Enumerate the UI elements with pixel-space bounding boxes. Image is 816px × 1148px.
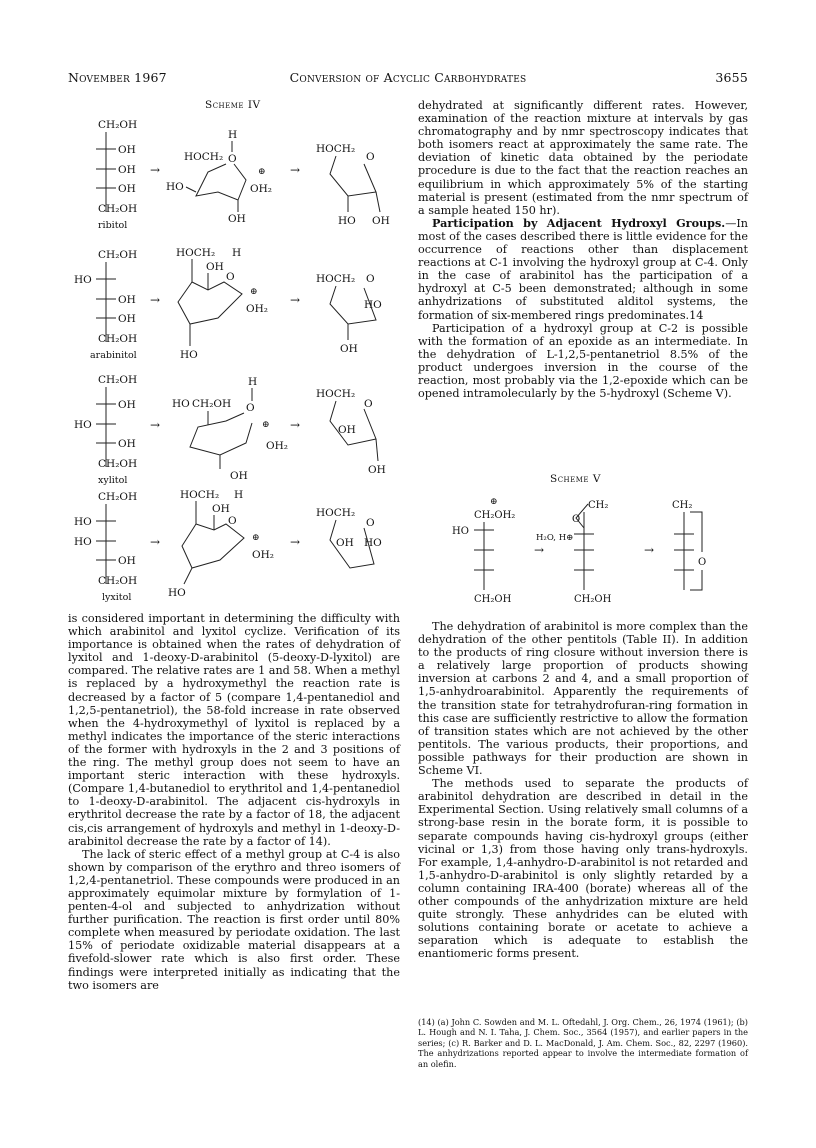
right-paragraph-3: Participation of a hydroxyl group at C-2 is possible with the formation of an epoxide as an intermediate. In the dehydration of L-1,2,5-pentanetriol 8.5% of the product undergoes inversion in the course of the reaction, most probably via the 1,2-epoxide which can be opened intramolecularly by the 5-hydroxyl (Scheme V). <box>418 321 748 401</box>
svg-text:→: → <box>150 418 161 432</box>
svg-text:H₂O, H⊕: H₂O, H⊕ <box>536 533 574 543</box>
svg-text:OH: OH <box>340 343 358 355</box>
lyxitol-label: lyxitol <box>102 592 132 603</box>
right-paragraph-1: dehydrated at significantly different rates. However, examination of the reaction mixture at intervals by gas chromatography and by nmr spectroscopy indicates that both isomers react at approximately the same rate. The deviation of kinetic data obtained by the periodate procedure is due to the fact that the reaction reaches an equilibrium in which approximately 5% of the starting material is present (estimated from the nmr spectrum of a sample heated 150 hr). <box>418 99 748 217</box>
svg-text:CH₂OH: CH₂OH <box>98 374 138 386</box>
svg-text:OH: OH <box>336 537 354 549</box>
svg-text:HO: HO <box>166 181 184 193</box>
svg-text:OH₂: OH₂ <box>250 183 272 195</box>
svg-text:CH₂OH₂: CH₂OH₂ <box>474 510 516 521</box>
svg-text:O: O <box>364 398 373 410</box>
svg-text:O: O <box>246 402 255 414</box>
svg-text:CH₂OH: CH₂OH <box>574 594 612 605</box>
svg-text:HOCH₂: HOCH₂ <box>316 388 356 400</box>
svg-text:HOCH₂: HOCH₂ <box>184 151 224 163</box>
svg-text:HO: HO <box>168 587 186 599</box>
ribitol-row <box>96 119 390 231</box>
svg-text:H: H <box>232 247 242 259</box>
ribitol-bottom-ch2oh: CH₂OH <box>98 203 138 215</box>
left-column-text <box>68 612 400 992</box>
svg-text:HO: HO <box>74 419 92 431</box>
svg-text:→: → <box>290 293 301 307</box>
header-title: Conversion of Acyclic Carbohydrates <box>289 70 527 85</box>
svg-text:CH₂OH: CH₂OH <box>98 575 138 587</box>
svg-text:H: H <box>228 129 238 141</box>
scheme-v-figure <box>440 490 740 610</box>
svg-text:→: → <box>534 543 545 557</box>
svg-text:O: O <box>698 557 707 568</box>
svg-text:⊕: ⊕ <box>250 287 258 297</box>
svg-text:HOCH₂: HOCH₂ <box>316 507 356 519</box>
svg-text:HO: HO <box>172 398 190 410</box>
right-paragraph-2 <box>418 217 748 322</box>
svg-text:OH: OH <box>212 503 230 515</box>
svg-text:⊕: ⊕ <box>252 533 260 543</box>
svg-text:⊕: ⊕ <box>262 420 270 430</box>
svg-text:⊕: ⊕ <box>258 167 266 177</box>
scheme-iv-title: Scheme IV <box>205 99 261 111</box>
svg-text:HO: HO <box>364 537 382 549</box>
scheme-iv-figure <box>68 112 408 612</box>
section-body: —In most of the cases described there is little evidence for the occurrence of reactions other than displacement reactions at C-1 involving the hydroxyl group at C-4. Only in the case of arabinitol has the participation of a hydroxyl at C-5 been demonstrated; although in some anhydrizations of substituted alditol systems, the formation of six-membered rings predominates.14 <box>418 216 748 322</box>
ribitol-c4-oh: OH <box>118 183 136 195</box>
section-heading: Participation by Adjacent Hydroxyl Groups. <box>432 215 726 230</box>
svg-text:OH₂: OH₂ <box>266 440 288 452</box>
svg-text:HO: HO <box>180 349 198 361</box>
svg-text:CH₂OH: CH₂OH <box>98 458 138 470</box>
svg-text:→: → <box>150 535 161 549</box>
lyxitol-row <box>74 489 382 603</box>
right-column-top-text <box>418 99 748 400</box>
svg-text:CH₂OH: CH₂OH <box>98 491 138 503</box>
svg-text:CH₂: CH₂ <box>672 500 693 511</box>
svg-text:HO: HO <box>74 516 92 528</box>
header-page-number: 3655 <box>715 70 748 85</box>
svg-text:OH₂: OH₂ <box>246 303 268 315</box>
ribitol-c2-oh: OH <box>118 144 136 156</box>
svg-text:OH: OH <box>118 438 136 450</box>
svg-text:OH: OH <box>118 294 136 306</box>
svg-text:HOCH₂: HOCH₂ <box>176 247 216 259</box>
svg-text:O: O <box>228 153 237 165</box>
xylitol-row <box>74 374 386 486</box>
svg-text:HOCH₂: HOCH₂ <box>316 143 356 155</box>
svg-text:CH₂OH: CH₂OH <box>474 594 512 605</box>
svg-text:OH: OH <box>118 313 136 325</box>
svg-text:OH: OH <box>206 261 224 273</box>
left-paragraph-2: The lack of steric effect of a methyl group at C-4 is also shown by comparison of the erythro and threo isomers of 1,2,4-pentanetriol. These compounds were produced in an approximately equimolar mixture by formylation of 1-penten-4-ol and subjected to anhydrization without further purification. The reaction is first order until 80% complete when measured by periodate oxidation. The last 15% of periodate oxidizable material disappears at a fivefold-slower rate which is also first order. These findings were interpreted initially as indicating that the two isomers are <box>68 847 400 992</box>
xylitol-label: xylitol <box>98 475 128 486</box>
arrow-1b: → <box>290 163 301 177</box>
svg-text:→: → <box>150 293 161 307</box>
svg-text:OH: OH <box>228 213 246 225</box>
svg-text:OH: OH <box>368 464 386 476</box>
svg-text:OH: OH <box>230 470 248 482</box>
svg-text:HO: HO <box>74 274 92 286</box>
svg-text:O: O <box>226 271 235 283</box>
right-column-bottom-text <box>418 620 748 960</box>
svg-text:→: → <box>644 543 655 557</box>
arabinitol-label: arabinitol <box>90 350 137 361</box>
svg-text:→: → <box>290 418 301 432</box>
svg-text:HO: HO <box>338 215 356 227</box>
svg-text:O: O <box>366 517 375 529</box>
svg-text:CH₂OH: CH₂OH <box>192 398 232 410</box>
svg-text:HO: HO <box>452 526 469 537</box>
svg-text:HO: HO <box>364 299 382 311</box>
svg-text:OH₂: OH₂ <box>252 549 274 561</box>
svg-text:O: O <box>366 273 375 285</box>
svg-text:OH: OH <box>118 399 136 411</box>
right-paragraph-5: The methods used to separate the products of arabinitol dehydration are described in detail in the Experimental Section. Using relatively small columns of a strong-base resin in the borate form, it is possible to separate compounds having cis-hydroxyl groups (either vicinal or 1,3) from those having only trans-hydroxyls. For example, 1,4-anhydro-D-arabinitol is not retarded and 1,5-anhydro-D-arabinitol is only slightly retarded by a column containing IRA-400 (borate) whereas all of the other compounds of the anhydrization mixture are held quite strongly. These anhydrides can be eluted with solutions containing borate or acetate to achieve a separation which is adequate to establish the enantiomeric forms present. <box>418 777 748 961</box>
ribitol-c3-oh: OH <box>118 164 136 176</box>
svg-text:CH₂OH: CH₂OH <box>98 249 138 261</box>
svg-text:OH: OH <box>118 555 136 567</box>
svg-text:→: → <box>290 535 301 549</box>
svg-text:OH: OH <box>338 424 356 436</box>
ribitol-label: ribitol <box>98 220 128 231</box>
svg-text:HOCH₂: HOCH₂ <box>180 489 220 501</box>
header-date: November 1967 <box>68 70 167 85</box>
svg-text:HO: HO <box>74 536 92 548</box>
svg-text:H: H <box>248 376 258 388</box>
svg-text:O: O <box>228 515 237 527</box>
ribitol-top-ch2oh: CH₂OH <box>98 119 138 131</box>
svg-text:OH: OH <box>372 215 390 227</box>
svg-text:CH₂OH: CH₂OH <box>98 333 138 345</box>
svg-text:⊕: ⊕ <box>490 497 498 507</box>
svg-text:O: O <box>572 514 581 525</box>
scheme-v-title: Scheme V <box>550 473 601 485</box>
svg-text:CH₂: CH₂ <box>588 500 609 511</box>
svg-text:O: O <box>366 151 375 163</box>
right-paragraph-4: The dehydration of arabinitol is more complex than the dehydration of the other pentitols (Table II). In addition to the products of ring closure without inversion there is a relatively large proportion of products showing inversion at carbons 2 and 4, and a small proportion of 1,5-anhydroarabinitol. Apparently the requirements of the transition state for tetrahydrofuran-ring formation in this case are sufficiently restrictive to allow the formation of transition states which are not achieved by the other pentitols. The various products, their proportions, and possible pathways for their production are shown in Scheme VI. <box>418 620 748 778</box>
footnote-14: (14) (a) John C. Sowden and M. L. Oftedahl, J. Org. Chem., 26, 1974 (1961); (b) L. Hough and N. I. Taha, J. Chem. Soc., 3564 (1957), and earlier papers in the series; (c) R. Barker and D. L. MacDonald, J. Am. Chem. Soc., 82, 2297 (1960). The anhydrizations reported appear to involve the intermediate formation of an olefin. <box>418 1017 748 1069</box>
svg-text:HOCH₂: HOCH₂ <box>316 273 356 285</box>
running-header <box>68 70 748 88</box>
svg-text:H: H <box>234 489 244 501</box>
arabinitol-row <box>74 247 382 361</box>
arrow-1a: → <box>150 163 161 177</box>
left-paragraph-1: is considered important in determining the difficulty with which arabinitol and lyxitol cyclize. Verification of its importance is obtained when the rates of dehydration of lyxitol and 1-deoxy-D-arabinitol (5-deoxy-D-lyxitol) are compared. The relative rates are 1 and 58. When a methyl is replaced by a hydroxymethyl the reaction rate is decreased by a factor of 5 (compare 1,4-pentanediol and 1,2,5-pentanetriol), the 58-fold increase in rate observed when the 4-hydroxymethyl of lyxitol is replaced by a methyl indicates the importance of the steric interactions of the former with hydroxyls in the 2 and 3 positions of the ring. The methyl group does not seem to have an important steric interaction with these hydroxyls. (Compare 1,4-butanediol to erythritol and 1,4-pentanediol to 1-deoxy-D-arabinitol. The adjacent cis-hydroxyls in erythritol decrease the rate by a factor of 18, the adjacent cis,cis arrangement of hydroxyls and methyl in 1-deoxy-D-arabinitol decrease the rate by a factor of 14). <box>68 612 400 848</box>
